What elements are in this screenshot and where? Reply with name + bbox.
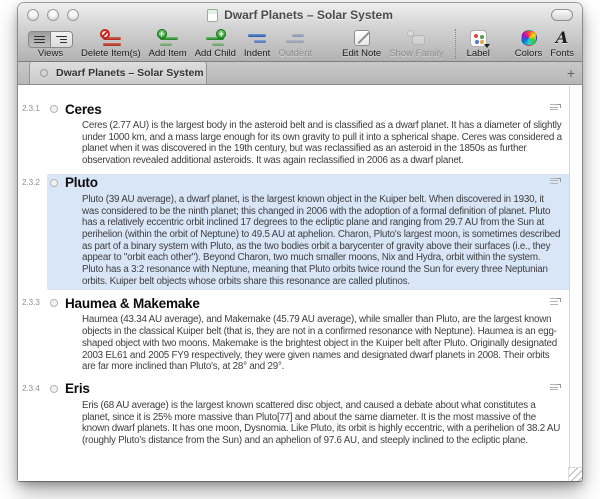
show-family-icon [406, 30, 426, 46]
selected-item-highlight [47, 174, 570, 291]
item-bullet-handle[interactable] [50, 299, 58, 307]
note-indicator-icon[interactable] [550, 178, 561, 188]
indent-icon [244, 29, 270, 48]
label-caret-icon [484, 44, 490, 48]
colors-button[interactable] [515, 28, 542, 59]
section-number: 2.3.2 [22, 177, 40, 187]
views-label: Views [37, 48, 64, 59]
indent-label: Indent [243, 48, 271, 59]
add-item-icon: + [155, 29, 181, 48]
fonts-a-icon: A [555, 28, 569, 47]
indent-button[interactable] [244, 28, 270, 59]
item-bullet-handle[interactable] [50, 385, 58, 393]
close-button[interactable] [27, 9, 39, 21]
window-title: Dwarf Planets – Solar System [224, 8, 393, 22]
note-indicator-icon[interactable] [550, 384, 561, 394]
outdent-button [278, 28, 312, 59]
label-button[interactable] [467, 28, 490, 59]
item-body-text[interactable]: Pluto (39 AU average), a dwarf planet, is the largest known object in the Kuiper belt. When discovered in 1930, it was considered to be the ninth planet; this changed in 2006 with the adoption of a formal definition of planet. Pluto has a relatively eccentric orbit inclined 17 degrees to the ecliptic plane and ranging from 29.7 AU from the Sun at perihelion (within the orbit of Neptune) to 49.5 AU at aphelion. Charon, Pluto's largest moon, is sometimes described as part of a binary system with Pluto, as the two bodies orbit a barycenter of gravity above their surfaces (i.e., they appear to "orbit each other"). Beyond Charon, two much smaller moons, Nix and Hydra, orbit within the system. Pluto has a 3:2 resonance with Neptune, meaning that Pluto orbits twice round the Sun for every three Neptunian orbits. Kuiper belt objects whose orbits share this resonance are called plutinos. [82, 193, 561, 287]
toolbar-toggle-pill[interactable] [551, 9, 573, 21]
outline-row-ceres[interactable] [18, 100, 570, 170]
document-icon [207, 9, 218, 22]
outdent-icon [282, 29, 308, 48]
tab-title: Dwarf Planets – Solar System [56, 67, 204, 79]
toolbar-separator [455, 29, 456, 59]
note-indicator-icon[interactable] [550, 104, 561, 114]
item-title[interactable]: Haumea & Makemake [65, 295, 200, 311]
window-resize-grip[interactable] [568, 467, 582, 481]
color-wheel-icon [521, 30, 537, 46]
fonts-label: Fonts [550, 48, 574, 59]
delete-item-button[interactable] [81, 28, 141, 59]
item-body-text[interactable]: Eris (68 AU average) is the largest known scattered disc object, and caused a debate about what constitutes a planet, since it is 25% more massive than Pluto[77] and about the same diameter. It is the most massive of the known dwarf planets. It has one moon, Dysnomia. Like Pluto, its orbit is highly eccentric, with a perihelion of 38.2 AU (roughly Pluto's distance from the Sun) and an aphelion of 97.6 AU, and steeply inclined to the ecliptic plane. [82, 399, 561, 447]
note-indicator-icon[interactable] [550, 298, 561, 308]
section-number: 2.3.3 [22, 298, 40, 308]
fonts-button[interactable] [550, 28, 574, 59]
outline-view-icon[interactable] [50, 32, 72, 47]
item-title[interactable]: Eris [65, 381, 90, 397]
tab-bar [18, 62, 582, 85]
add-item-label: Add Item [148, 48, 187, 59]
show-family-label: Show Family [389, 48, 444, 59]
item-title[interactable]: Ceres [65, 101, 102, 117]
add-child-button[interactable] [195, 28, 236, 59]
minimize-button[interactable] [47, 9, 59, 21]
vertical-scrollbar-track[interactable] [569, 86, 582, 467]
edit-note-button[interactable] [342, 28, 381, 59]
item-bullet-handle[interactable] [50, 105, 58, 113]
item-body-text[interactable]: Haumea (43.34 AU average), and Makemake (45.79 AU average), while smaller than Pluto, are the largest known objects in the classical Kuiper belt (that is, they are not in a confirmed resonance with Neptune). Haumea is an egg-shaped object with two moons. Makemake is the brightest object in the Kuiper belt after Pluto. Originally designated 2003 EL61 and 2005 FY9 respectively, they were given names and designated dwarf planets in 2008. Their orbits are far more inclined than Pluto's, at 28° and 29°. [82, 314, 557, 373]
tab-status-icon[interactable] [40, 69, 48, 77]
add-item-button[interactable] [149, 28, 187, 59]
tab-dwarf-planets[interactable] [29, 62, 207, 84]
show-family-button [389, 28, 443, 59]
item-title[interactable]: Pluto [65, 175, 98, 191]
item-body-text[interactable]: Ceres (2.77 AU) is the largest body in the asteroid belt and is classified as a dwarf planet. It has a diameter of slightly under 1000 km, and a mass large enough for its own gravity to pull it into a spherical shape. Ceres was considered a planet when it was discovered in the 19th century, but was reclassified as an asteroid in the 1850s as further observation revealed additional asteroids. It was again reclassified in 2006 as a dwarf planet. [82, 120, 562, 167]
edit-note-label: Edit Note [342, 48, 382, 59]
zoom-button[interactable] [67, 9, 79, 21]
views-button[interactable] [28, 28, 73, 59]
outline-row-pluto[interactable] [18, 174, 570, 291]
outdent-label: Outdent [278, 48, 313, 59]
toolbar [18, 27, 582, 62]
title-bar[interactable] [18, 3, 582, 27]
list-view-icon[interactable] [29, 32, 50, 47]
outline-content [18, 86, 570, 481]
section-number: 2.3.1 [22, 104, 40, 113]
label-color-dots-icon [470, 30, 487, 47]
edit-note-pencil-icon [354, 30, 370, 46]
outline-row-eris[interactable] [18, 380, 570, 450]
delete-item-icon [98, 29, 124, 48]
views-segmented-control [28, 31, 73, 48]
item-bullet-handle[interactable] [50, 179, 58, 187]
label-label: Label [466, 48, 490, 59]
colors-label: Colors [514, 48, 543, 59]
add-child-icon: + [202, 29, 228, 48]
window-title-area [18, 3, 582, 27]
add-child-label: Add Child [194, 48, 236, 59]
section-number: 2.3.4 [22, 383, 40, 393]
outline-row-haumea-makemake[interactable] [18, 294, 570, 376]
delete-item-label: Delete Item(s) [81, 48, 141, 59]
add-tab-button[interactable]: + [566, 65, 575, 81]
app-window [18, 3, 582, 481]
window-controls [27, 9, 79, 21]
